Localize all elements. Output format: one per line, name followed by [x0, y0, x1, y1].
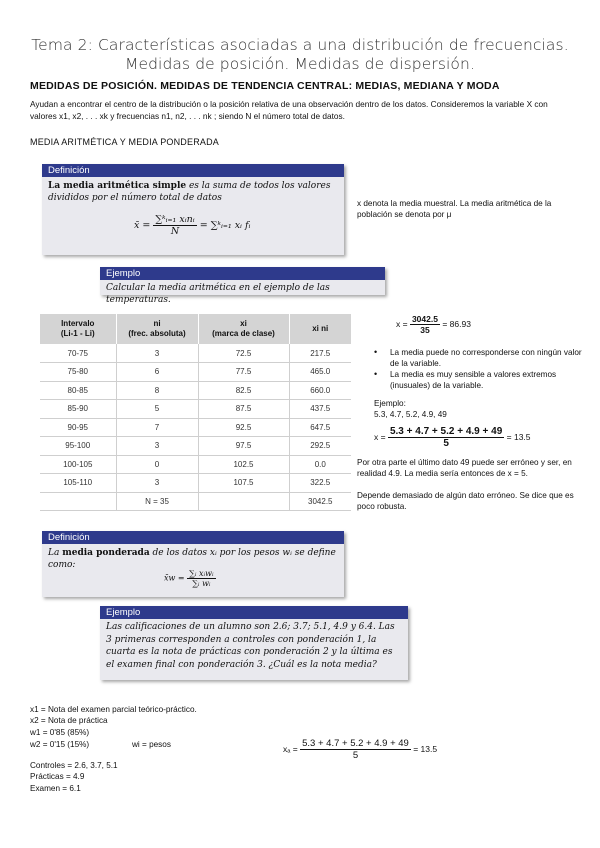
mean-result-rhs: = 86.93	[442, 318, 471, 329]
weighted-result-denominator: 5	[352, 750, 359, 761]
page-title-line2: Medidas de posición. Medidas de dispersión.	[125, 55, 475, 73]
table-row: 105-110 3 107.5 322.5	[40, 474, 351, 493]
intro-paragraph: Ayudan a encontrar el centro de la distribución o la posición relativa de una observación dentro de los datos. Consideremos la variable X con valores x1, x2, . . . xk y frecuencias n1, n2, . . . nk ; siendo N el número total de datos.	[30, 99, 548, 121]
table-row: 85-90 5 87.5 437.5	[40, 400, 351, 419]
definition-bold: media ponderada	[62, 548, 150, 558]
weighted-result-formula	[283, 738, 437, 761]
page-title-line1: Tema 2: Características asociadas a una distribución de frecuencias.	[31, 36, 569, 54]
subheading: MEDIA ARITMÉTICA Y MEDIA PONDERADA	[30, 137, 220, 147]
table-row: 75-80 6 77.5 465.0	[40, 363, 351, 382]
weighted-formula-lhs: x̄w =	[164, 573, 185, 583]
example-label: Ejemplo:	[374, 399, 406, 408]
robustness-paragraph: Depende demasiado de algún dato erróneo. Se dice que es poco robusta.	[357, 491, 574, 511]
mean-formula-lhs: x̄ =	[134, 220, 151, 231]
example-formula-numerator: 5.3 + 4.7 + 5.2 + 4.9 + 49	[389, 426, 503, 437]
definition-box-title: Definición	[42, 164, 344, 177]
table-header-intervalo: Intervalo (Li-1 - Li)	[40, 314, 116, 344]
mean-formula-numerator: ∑ᵏᵢ₌₁ xᵢnᵢ	[155, 214, 195, 225]
note-controles: Controles = 2.6, 3.7, 5.1	[30, 761, 118, 770]
mean-result-denominator: 35	[420, 325, 430, 335]
mean-result-lhs: x =	[396, 318, 408, 329]
table-row: 100-105 0 102.5 0.0	[40, 455, 351, 474]
note-x1: x1 = Nota del examen parcial teórico-práctico.	[30, 705, 197, 714]
table-row: 90-95 7 92.5 647.5	[40, 418, 351, 437]
example-values: 5.3, 4.7, 5.2, 4.9, 49	[374, 410, 447, 419]
example-text: Las calificaciones de un alumno son 2.6; 3.7; 5.1, 4.9 y 6.4. Las 3 primeras corresponden a controles con ponderación 1, la cuarta es la nota de prácticas con ponderación 2 y la última es el examen final con ponderación 3. ¿Cuál es la nota media?	[106, 622, 395, 670]
weighted-formula-numerator: ∑ᵢ xᵢwᵢ	[189, 569, 214, 578]
definition-box-weighted-mean	[42, 531, 344, 597]
definition-bold: La media aritmética simple	[48, 181, 187, 191]
list-item: • La media puede no corresponderse con ningún valor de la variable.	[372, 347, 582, 369]
mean-formula	[134, 214, 250, 237]
example-box-grades	[100, 606, 408, 680]
definition-box-title: Definición	[42, 531, 344, 544]
definition-pre: La	[48, 548, 63, 558]
example-box-title: Ejemplo	[100, 267, 385, 280]
weighted-result-rhs: = 13.5	[413, 743, 438, 754]
note-examen: Examen = 6.1	[30, 784, 81, 793]
example-box-temperatures	[100, 267, 385, 305]
mean-properties-list	[372, 347, 582, 391]
side-note: x denota la media muestral. La media aritmética de la población se denota por μ	[357, 199, 552, 219]
weighted-mean-formula	[164, 569, 216, 588]
weighted-formula-denominator: ∑ᵢ wᵢ	[192, 579, 211, 588]
definition-text: de los datos xᵢ por los pesos wᵢ se define como:	[48, 548, 336, 570]
table-row: 70-75 3 72.5 217.5	[40, 344, 351, 363]
definition-box-mean	[42, 164, 344, 255]
note-w1: w1 = 0'85 (85%)	[30, 728, 90, 737]
definition-text: es la suma de todos los valores divididos por el número total de datos	[48, 181, 331, 203]
frequency-table	[40, 314, 351, 511]
table-total-row: N = 35 3042.5	[40, 492, 351, 511]
table-header-ni: ni (frec. absoluta)	[116, 314, 198, 344]
example-text: Calcular la media aritmética en el ejemplo de las temperaturas.	[106, 283, 330, 305]
table-header-xini: xi ni	[289, 314, 351, 344]
mean-result	[396, 314, 471, 335]
weighted-result-lhs: xₐ =	[283, 743, 298, 754]
list-item: • La media es muy sensible a valores extremos (inusuales) de la variable.	[372, 369, 582, 391]
weighted-result-numerator: 5.3 + 4.7 + 5.2 + 4.9 + 49	[302, 738, 409, 749]
section-heading: MEDIDAS DE POSICIÓN. MEDIDAS DE TENDENCIA CENTRAL: MEDIAS, MEDIANA Y MODA	[30, 80, 500, 92]
note-x2: x2 = Nota de práctica	[30, 716, 108, 725]
example-formula-lhs: x =	[374, 431, 386, 442]
example-mean-formula	[374, 426, 531, 449]
outlier-paragraph: Por otra parte el último dato 49 puede ser erróneo y ser, en realidad 4.9. La media sería entonces de x = 5.	[357, 458, 572, 478]
mean-formula-rhs: = ∑ᵏᵢ₌₁ xᵢ fᵢ	[199, 220, 251, 231]
mean-result-numerator: 3042.5	[411, 314, 438, 324]
mean-formula-denominator: N	[170, 226, 180, 237]
example-formula-rhs: = 13.5	[506, 431, 531, 442]
note-w2: w2 = 0'15 (15%)	[30, 740, 90, 749]
example-formula-denominator: 5	[443, 438, 449, 449]
note-practicas: Prácticas = 4.9	[30, 772, 85, 781]
table-row: 80-85 8 82.5 660.0	[40, 381, 351, 400]
note-weights: wi = pesos	[132, 740, 171, 749]
table-row: 95-100 3 97.5 292.5	[40, 437, 351, 456]
table-header-xi: xi (marca de clase)	[198, 314, 289, 344]
example-box-title: Ejemplo	[100, 606, 408, 619]
